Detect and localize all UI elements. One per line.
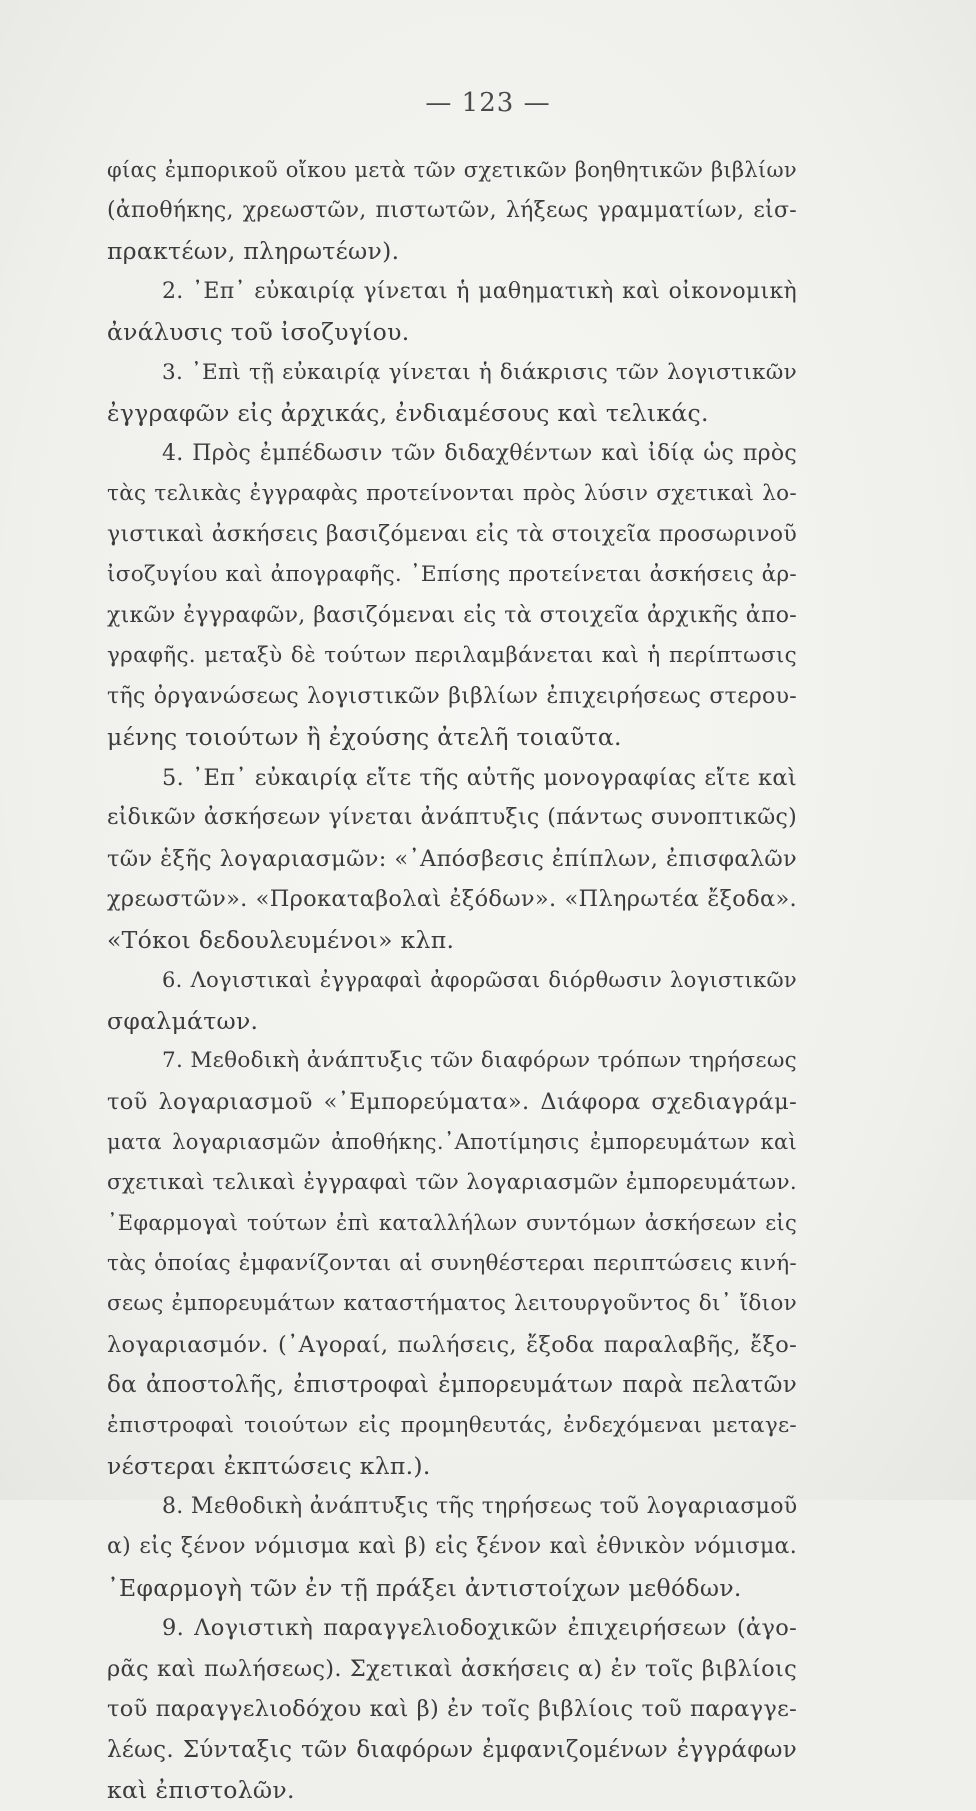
text-line: 7. Μεθοδικὴ ἀνάπτυξις τῶν διαφόρων τρόπων τηρήσεως [162, 1048, 797, 1073]
text-line: νέστεραι ἐκπτώσεις κλπ.). [107, 1452, 431, 1480]
page-number: — 123 — [425, 88, 551, 118]
text-line: χικῶν ἐγγραφῶν, βασιζόμεναι εἰς τὰ στοιχεῖα ἀρχικῆς ἀπο- [107, 602, 797, 628]
text-line: 3. ᾿Επὶ τῇ εὐκαιρίᾳ γίνεται ἡ διάκρισις τῶν λογιστικῶν [162, 359, 797, 385]
text-line: τῶν ἑξῆς λογαριασμῶν: «᾿Απόσβεσις ἐπίπλων, ἐπισφαλῶν [107, 845, 797, 872]
text-line: ᾿Εφαρμογὴ τῶν ἐν τῇ πράξει ἀντιστοίχων μεθόδων. [107, 1573, 742, 1602]
text-line: ἀνάλυσις τοῦ ἰσοζυγίου. [107, 318, 410, 346]
text-line: α) εἰς ξένον νόμισμα καὶ β) εἰς ξένον καὶ ἐθνικὸν νόμισμα. [107, 1534, 797, 1559]
text-line: (ἀποθήκης, χρεωστῶν, πιστωτῶν, λήξεως γραμματίων, εἰσ- [107, 197, 797, 223]
text-line: τῆς ὀργανώσεως λογιστικῶν βιβλίων ἐπιχειρήσεως στερου- [107, 683, 797, 709]
text-line: ρᾶς καὶ πωλήσεως). Σχετικαὶ ἀσκήσεις α) ἐν τοῖς βιβλίοις [107, 1655, 797, 1682]
text-line: ἐπιστροφαὶ τοιούτων εἰς προμηθευτάς, ἐνδεχόμεναι μεταγε- [107, 1412, 797, 1438]
text-line: 6. Λογιστικαὶ ἐγγραφαὶ ἀφορῶσαι διόρθωσιν λογιστικῶν [162, 968, 797, 992]
text-line: λογαριασμόν. (᾿Αγοραί, πωλήσεις, ἔξοδα παραλαβῆς, ἔξο- [107, 1331, 797, 1358]
text-line: λέως. Σύνταξις τῶν διαφόρων ἐμφανιζομένων ἐγγράφων [107, 1736, 797, 1763]
text-line: μένης τοιούτων ἢ ἐχούσης ἀτελῆ τοιαῦτα. [107, 723, 622, 751]
text-line: ἰσοζυγίου καὶ ἀπογραφῆς. ᾿Επίσης προτείνεται ἀσκήσεις ἀρ- [107, 562, 797, 587]
text-line: πρακτέων, πληρωτέων). [107, 237, 400, 265]
text-line: γραφῆς. μεταξὺ δὲ τούτων περιλαμβάνεται καὶ ἡ περίπτωσις [107, 643, 797, 668]
body-text [107, 150, 797, 1811]
text-line: 5. ᾿Επ᾿ εὐκαιρίᾳ εἴτε τῆς αὐτῆς μονογραφίας εἴτε καὶ [162, 764, 797, 791]
text-line: 8. Μεθοδικὴ ἀνάπτυξις τῆς τηρήσεως τοῦ λογαριασμοῦ [162, 1493, 797, 1519]
text-line: «Τόκοι δεδουλευμένοι» κλπ. [107, 925, 455, 954]
text-line: τοῦ παραγγελιοδόχου καὶ β) ἐν τοῖς βιβλίοις τοῦ παραγγε- [107, 1696, 797, 1722]
text-line: καὶ ἐπιστολῶν. [107, 1776, 295, 1804]
text-line: 9. Λογιστικὴ παραγγελιοδοχικῶν ἐπιχειρήσεων (ἀγο- [162, 1615, 797, 1641]
text-line: ᾿Εφαρμογαὶ τούτων ἐπὶ καταλλήλων συντόμων ἀσκήσεων εἰς [107, 1211, 797, 1235]
text-line: τὰς τελικὰς ἐγγραφὰς προτείνονται πρὸς λύσιν σχετικαὶ λο- [107, 481, 797, 506]
text-line: τὰς ὁποίας ἐμφανίζονται αἱ συνηθέστεραι περιπτώσεις κινή- [107, 1250, 797, 1276]
text-line: ἐγγραφῶν εἰς ἀρχικάς, ἐνδιαμέσους καὶ τελικάς. [107, 399, 709, 427]
text-line: σχετικαὶ τελικαὶ ἐγγραφαὶ τῶν λογαριασμῶν ἐμπορευμάτων. [107, 1169, 797, 1195]
text-line: 2. ᾿Επ᾿ εὐκαιρίᾳ γίνεται ἡ μαθηματικὴ καὶ οἰκονομικὴ [162, 278, 797, 304]
text-line: 4. Πρὸς ἐμπέδωσιν τῶν διδαχθέντων καὶ ἰδίᾳ ὡς πρὸς [162, 440, 797, 466]
text-line: γιστικαὶ ἀσκήσεις βασιζόμεναι εἰς τὰ στοιχεῖα προσωρινοῦ [107, 521, 797, 547]
text-line: τοῦ λογαριασμοῦ «᾿Εμπορεύματα». Διάφορα σχεδιαγράμ- [107, 1088, 797, 1115]
text-line: εἰδικῶν ἀσκήσεων γίνεται ἀνάπτυξις (πάντως συνοπτικῶς) [107, 805, 797, 830]
text-line: φίας ἐμπορικοῦ οἴκου μετὰ τῶν σχετικῶν βοηθητικῶν βιβλίων [107, 158, 797, 182]
text-line: δα ἀποστολῆς, ἐπιστροφαὶ ἐμπορευμάτων παρὰ πελατῶν [107, 1372, 797, 1398]
text-line: ματα λογαριασμῶν ἀποθήκης.᾿Αποτίμησις ἐμπορευμάτων καὶ [107, 1130, 797, 1154]
text-line: χρεωστῶν». «Προκαταβολαὶ ἐξόδων». «Πληρωτέα ἔξοδα». [107, 886, 797, 912]
text-line: σεως ἐμπορευμάτων καταστήματος λειτουργοῦντος δι᾿ ἴδιον [107, 1291, 797, 1316]
text-line: σφαλμάτων. [107, 1006, 259, 1035]
